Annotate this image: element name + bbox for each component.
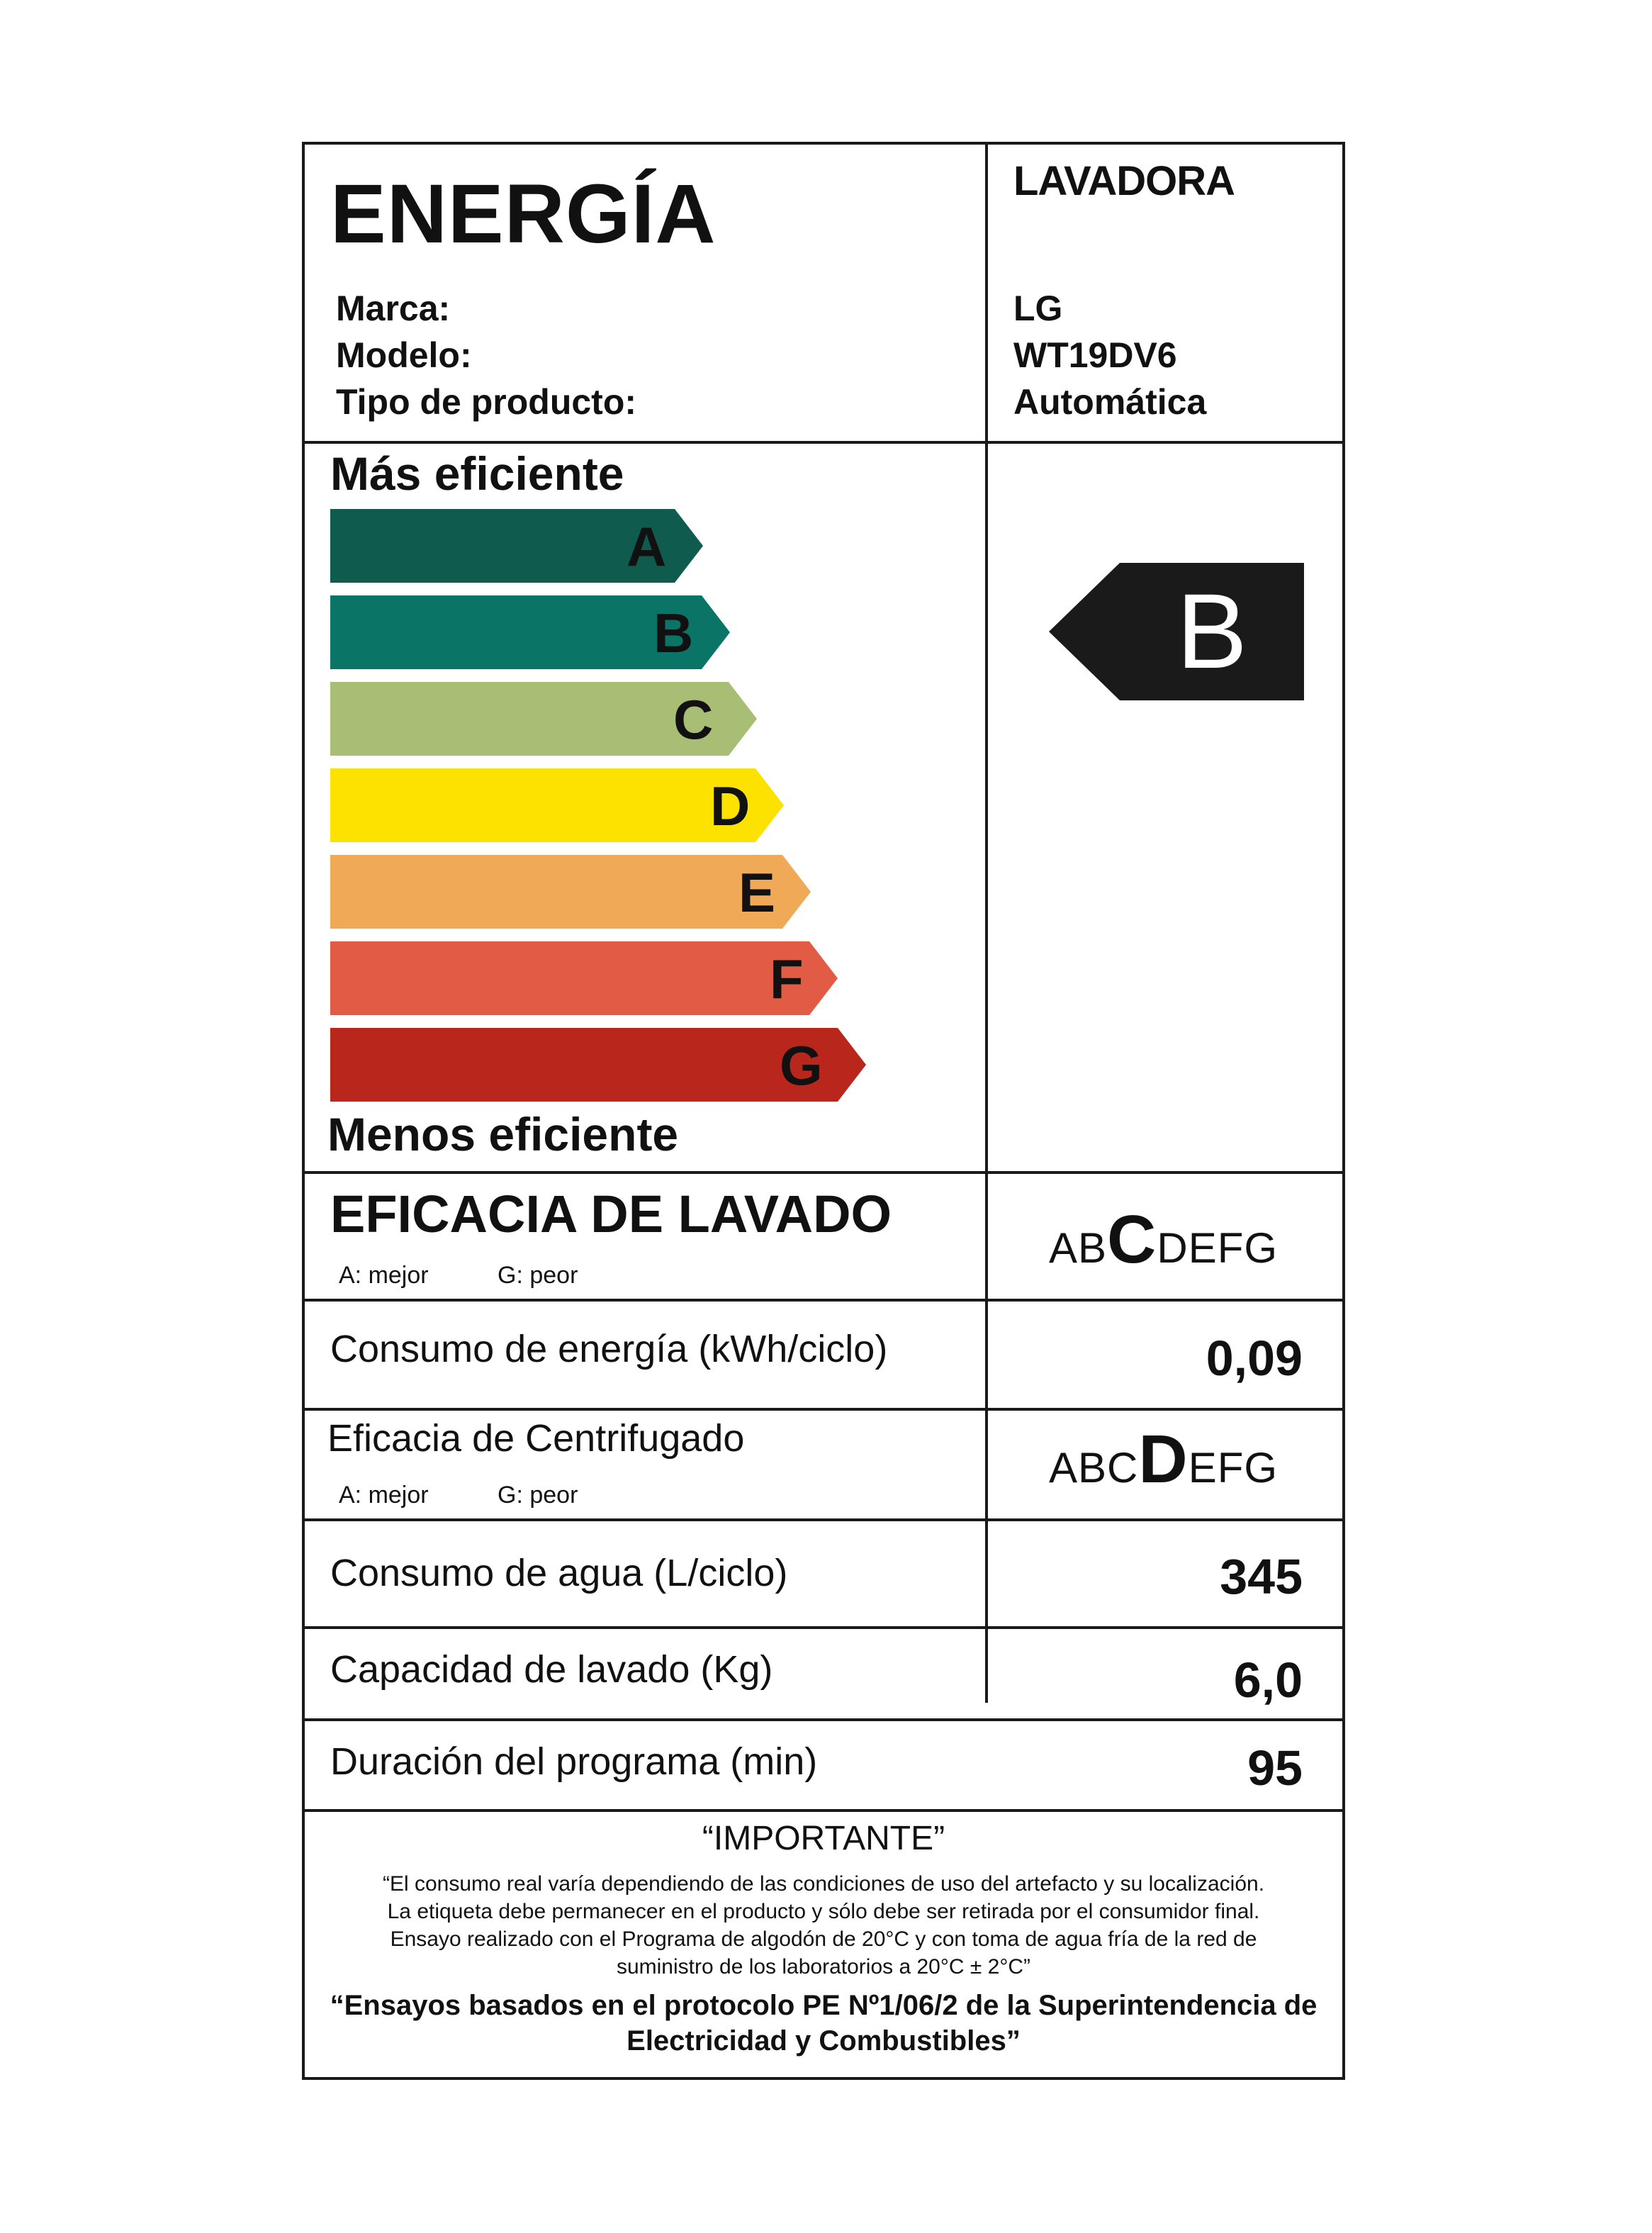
divider-scale [305,1171,1342,1174]
class-letter: B [653,602,694,664]
wash-best-note: A: mejor [339,1262,429,1289]
label-title: ENERGÍA [330,167,717,261]
spin-efficiency-scale: ABCDEFG [1049,1421,1279,1497]
class-bar-d [330,768,784,842]
appliance-type: LAVADORA [1013,158,1235,204]
class-letter: F [770,948,804,1010]
spin-best-note: A: mejor [339,1482,429,1509]
class-bar-a [330,509,703,583]
class-bar-f [330,941,838,1015]
column-divider [985,145,988,1703]
capacity-value: 6,0 [1233,1652,1303,1708]
protocol-note-line: Electricidad y Combustibles” [626,2025,1021,2056]
divider-capacity [305,1718,1342,1721]
important-note-line: “El consumo real varía dependiendo de las condiciones de uso del artefacto y su localización. [382,1872,1265,1896]
brand-label: Marca: [336,289,451,328]
class-bar-c [330,682,757,756]
wash-efficiency-title: EFICACIA DE LAVADO [330,1185,892,1243]
divider-energy [305,1408,1342,1411]
spin-efficiency-selected: D [1138,1421,1189,1497]
model-label: Modelo: [336,335,472,375]
most-efficient-label: Más eficiente [330,447,624,500]
class-bar-b [330,595,730,669]
important-note-line: La etiqueta debe permanecer en el producto y sólo debe ser retirada por el consumidor final. [387,1900,1260,1923]
divider-water [305,1626,1342,1629]
class-letter: A [626,515,667,578]
important-note-line: suministro de los laboratorios a 20°C ± 2°C” [616,1955,1031,1979]
program-duration-label: Duración del programa (min) [330,1740,818,1783]
spin-efficiency-label: Eficacia de Centrifugado [327,1417,745,1460]
least-efficient-label: Menos eficiente [327,1108,679,1160]
important-note-line: Ensayo realizado con el Programa de algodón de 20°C y con toma de agua fría de la red de [390,1927,1257,1951]
energy-consumption-value: 0,09 [1206,1331,1303,1386]
capacity-label: Capacidad de lavado (Kg) [330,1648,773,1691]
class-bar-g [330,1028,866,1102]
energy-label [302,142,1345,2080]
wash-efficiency-selected: C [1107,1202,1157,1277]
wash-efficiency-scale: ABCDEFG [1049,1202,1279,1277]
product-type-label: Tipo de producto: [336,382,637,422]
class-letter: C [673,688,714,751]
program-duration-value: 95 [1247,1740,1303,1796]
model-value: WT19DV6 [1013,335,1177,375]
class-letter: G [780,1034,823,1097]
water-consumption-value: 345 [1220,1549,1303,1604]
water-consumption-label: Consumo de agua (L/ciclo) [330,1552,788,1594]
spin-worst-note: G: peor [498,1482,578,1509]
important-heading: “IMPORTANTE” [702,1820,945,1857]
rating-arrow [1049,563,1304,700]
product-type-value: Automática [1013,382,1207,422]
energy-consumption-label: Consumo de energía (kWh/ciclo) [330,1328,888,1370]
divider-header [305,441,1342,444]
divider-spin [305,1518,1342,1521]
class-bar-e [330,855,811,929]
wash-worst-note: G: peor [498,1262,578,1289]
divider-wash [305,1299,1342,1302]
divider-duration [305,1809,1342,1812]
class-letter: E [738,861,776,924]
brand-value: LG [1013,289,1063,328]
protocol-note-line: “Ensayos basados en el protocolo PE Nº1/06/2 de la Superintendencia de [330,1990,1317,2021]
rating-letter: B [1176,571,1248,690]
class-letter: D [710,775,751,837]
